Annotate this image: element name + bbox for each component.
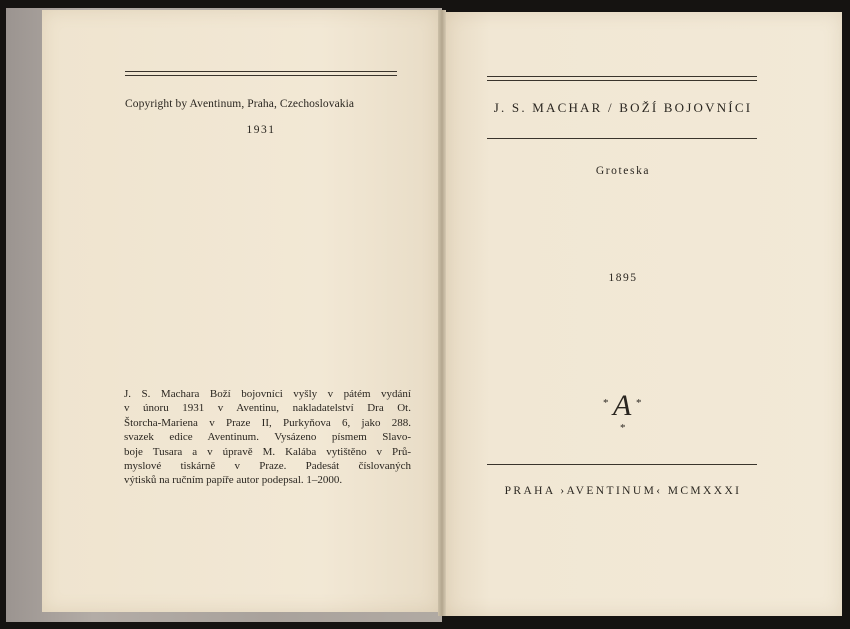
imprint-line: myslové tiskárně v Praze. Padesát číslovaných <box>124 460 411 473</box>
left-top-double-rule <box>125 71 397 76</box>
subtitle: Groteska <box>595 165 651 177</box>
imprint-line: Štorcha-Mariena v Praze II, Purkyňova 6, jako 288. <box>124 416 411 429</box>
first-edition-year: 1895 <box>608 272 638 284</box>
copyright-line: Copyright by Aventinum, Praha, Czechoslovakia <box>125 98 355 110</box>
imprint-line: výtisků na ručním papíře autor podepsal. 1–2000. <box>124 474 343 487</box>
title-underline-rule <box>487 138 757 139</box>
publisher-footer: PRAHA ›AVENTINUM‹ MCMXXXI <box>504 485 742 497</box>
right-top-double-rule <box>487 76 757 81</box>
aventinum-publisher-mark-icon <box>597 386 649 434</box>
svg-text:*: * <box>620 422 626 434</box>
publisher-mark-letter: A <box>613 389 632 422</box>
imprint-paragraph <box>124 387 411 488</box>
imprint-line: v únoru 1931 v Aventinu, nakladatelství Dra Ot. <box>124 402 411 415</box>
gutter <box>438 10 446 616</box>
title: J. S. MACHAR / BOŽÍ BOJOVNÍCI <box>493 100 753 115</box>
svg-text:*: * <box>603 397 609 409</box>
imprint-line: boje Tusara a v úpravě M. Kalába vytištěno v Prů- <box>124 445 411 458</box>
imprint-line: svazek edice Aventinum. Vysázeno písmem Slavo- <box>124 431 411 444</box>
imprint-line: J. S. Machara Boží bojovníci vyšly v pátém vydání <box>124 388 411 400</box>
footer-rule <box>487 464 757 465</box>
svg-text:*: * <box>636 397 642 409</box>
copyright-year: 1931 <box>246 124 276 136</box>
